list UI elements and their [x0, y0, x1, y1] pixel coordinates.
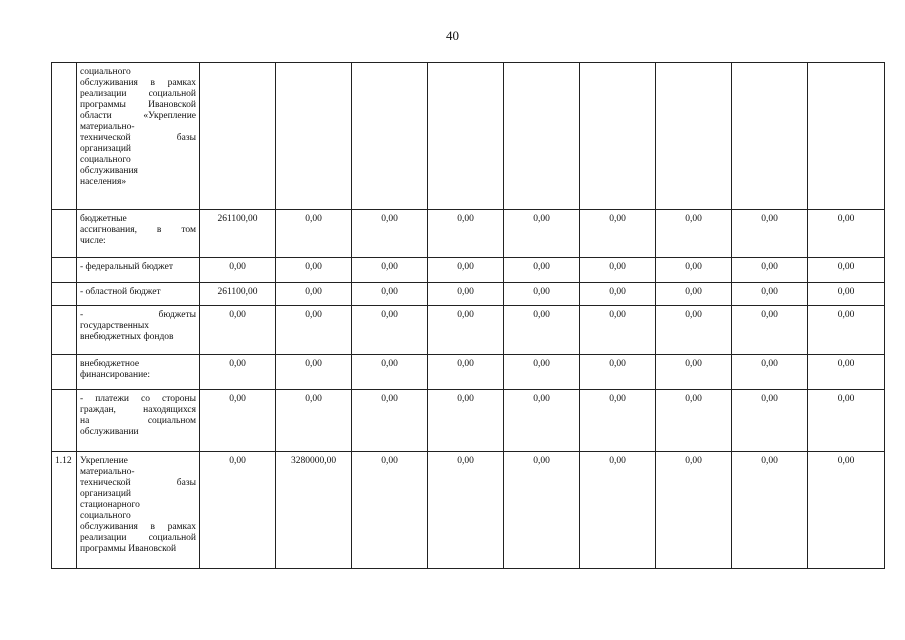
row-name-line: - федеральный бюджет	[80, 262, 173, 272]
table-row	[52, 355, 885, 390]
row-name-line: Укрепление	[80, 456, 128, 466]
value-cell: 0,00	[656, 390, 732, 452]
value-cell: 0,00	[732, 306, 808, 355]
table-row	[52, 452, 885, 569]
row-index	[52, 306, 77, 355]
value-cell: 0,00	[808, 355, 885, 390]
row-index	[52, 210, 77, 258]
value-cell: 0,00	[428, 210, 504, 258]
row-index: 1.12	[52, 452, 77, 569]
table-row	[52, 390, 885, 452]
value-cell: 0,00	[276, 210, 352, 258]
row-name	[77, 306, 200, 355]
value-cell: 0,00	[656, 258, 732, 283]
row-name-line: технической базы	[80, 478, 196, 488]
value-cell: 0,00	[732, 258, 808, 283]
value-cell: 0,00	[656, 210, 732, 258]
value-cell: 0,00	[352, 355, 428, 390]
row-name-line: - бюджеты	[80, 310, 196, 320]
row-name-line: внебюджетное	[80, 359, 140, 369]
value-cell: 0,00	[656, 452, 732, 569]
row-name-line: внебюджетных фондов	[80, 332, 174, 342]
value-cell: 0,00	[808, 452, 885, 569]
row-name-line: реализации социальной	[80, 89, 196, 99]
value-cell: 0,00	[428, 355, 504, 390]
value-cell	[200, 63, 276, 210]
budget-table	[51, 62, 885, 569]
row-name-line: граждан, находящихся	[80, 405, 196, 415]
value-cell: 0,00	[352, 390, 428, 452]
value-cell: 0,00	[200, 452, 276, 569]
value-cell: 0,00	[580, 390, 656, 452]
value-cell: 0,00	[580, 258, 656, 283]
table-row	[52, 258, 885, 283]
row-name	[77, 390, 200, 452]
value-cell: 0,00	[656, 283, 732, 306]
value-cell	[428, 63, 504, 210]
value-cell: 0,00	[276, 390, 352, 452]
value-cell: 0,00	[504, 452, 580, 569]
value-cell: 0,00	[580, 283, 656, 306]
value-cell: 0,00	[580, 452, 656, 569]
row-name-line: социального	[80, 155, 131, 165]
value-cell: 0,00	[808, 283, 885, 306]
value-cell: 0,00	[276, 306, 352, 355]
row-name	[77, 210, 200, 258]
value-cell: 0,00	[352, 283, 428, 306]
row-name-line: ассигнования, в том	[80, 225, 196, 235]
value-cell: 0,00	[352, 258, 428, 283]
value-cell: 0,00	[200, 390, 276, 452]
value-cell: 261100,00	[200, 283, 276, 306]
value-cell: 261100,00	[200, 210, 276, 258]
row-name-line: социального	[80, 67, 131, 77]
value-cell: 0,00	[200, 258, 276, 283]
value-cell	[808, 63, 885, 210]
value-cell: 0,00	[276, 283, 352, 306]
value-cell: 0,00	[504, 283, 580, 306]
row-name-line: обслуживания	[80, 166, 138, 176]
value-cell: 0,00	[732, 355, 808, 390]
value-cell: 0,00	[732, 210, 808, 258]
row-name-line: организаций	[80, 489, 132, 499]
row-name-line: финансирование:	[80, 370, 151, 380]
value-cell: 0,00	[200, 306, 276, 355]
row-index	[52, 63, 77, 210]
value-cell: 0,00	[504, 306, 580, 355]
row-name-line: обслуживания в рамках	[80, 78, 196, 88]
table-row	[52, 210, 885, 258]
value-cell: 0,00	[656, 306, 732, 355]
row-name-line: обслуживания в рамках	[80, 522, 196, 532]
row-name-line: населения»	[80, 177, 127, 187]
value-cell: 0,00	[504, 390, 580, 452]
value-cell: 0,00	[276, 258, 352, 283]
row-name	[77, 63, 200, 210]
value-cell: 0,00	[504, 355, 580, 390]
row-name-line: - платежи со стороны	[80, 394, 196, 404]
value-cell: 0,00	[504, 210, 580, 258]
value-cell: 0,00	[428, 452, 504, 569]
row-name	[77, 452, 200, 569]
value-cell: 0,00	[428, 306, 504, 355]
value-cell: 0,00	[732, 390, 808, 452]
value-cell: 0,00	[276, 355, 352, 390]
row-name-line: области «Укрепление	[80, 111, 196, 121]
row-name-line: - областной бюджет	[80, 287, 161, 297]
value-cell: 0,00	[504, 258, 580, 283]
table-row	[52, 306, 885, 355]
row-name-line: бюджетные	[80, 214, 127, 224]
value-cell: 0,00	[352, 210, 428, 258]
row-index	[52, 355, 77, 390]
value-cell: 0,00	[580, 306, 656, 355]
row-index	[52, 258, 77, 283]
value-cell	[504, 63, 580, 210]
value-cell: 0,00	[428, 390, 504, 452]
value-cell: 0,00	[580, 210, 656, 258]
row-name	[77, 258, 200, 283]
row-name-line: организаций	[80, 144, 132, 154]
row-name-line: государственных	[80, 321, 150, 331]
page-number: 40	[446, 28, 459, 43]
row-name-line: реализации социальной	[80, 533, 196, 543]
value-cell: 0,00	[352, 306, 428, 355]
value-cell: 0,00	[732, 283, 808, 306]
row-name-line: материально-	[80, 467, 135, 477]
row-index	[52, 283, 77, 306]
row-index	[52, 390, 77, 452]
table-row	[52, 63, 885, 210]
row-name-line: программы Ивановской	[80, 100, 196, 110]
row-name-line: числе:	[80, 236, 106, 246]
row-name-line: социального	[80, 511, 131, 521]
value-cell	[732, 63, 808, 210]
value-cell: 0,00	[808, 390, 885, 452]
value-cell: 0,00	[428, 283, 504, 306]
row-name-line: материально-	[80, 122, 135, 132]
row-name-line: технической базы	[80, 133, 196, 143]
row-name-line: обслуживании	[80, 427, 139, 437]
value-cell: 0,00	[808, 306, 885, 355]
row-name-line: программы Ивановской	[80, 544, 177, 554]
row-name-line: стационарного	[80, 500, 140, 510]
row-name-line: на социальном	[80, 416, 196, 426]
value-cell: 0,00	[732, 452, 808, 569]
value-cell: 0,00	[200, 355, 276, 390]
value-cell: 0,00	[428, 258, 504, 283]
value-cell: 0,00	[808, 210, 885, 258]
value-cell: 0,00	[808, 258, 885, 283]
row-name	[77, 283, 200, 306]
value-cell: 0,00	[656, 355, 732, 390]
row-name	[77, 355, 200, 390]
value-cell: 0,00	[580, 355, 656, 390]
value-cell	[276, 63, 352, 210]
value-cell	[352, 63, 428, 210]
table-row	[52, 283, 885, 306]
value-cell	[656, 63, 732, 210]
value-cell: 3280000,00	[276, 452, 352, 569]
value-cell	[580, 63, 656, 210]
value-cell: 0,00	[352, 452, 428, 569]
